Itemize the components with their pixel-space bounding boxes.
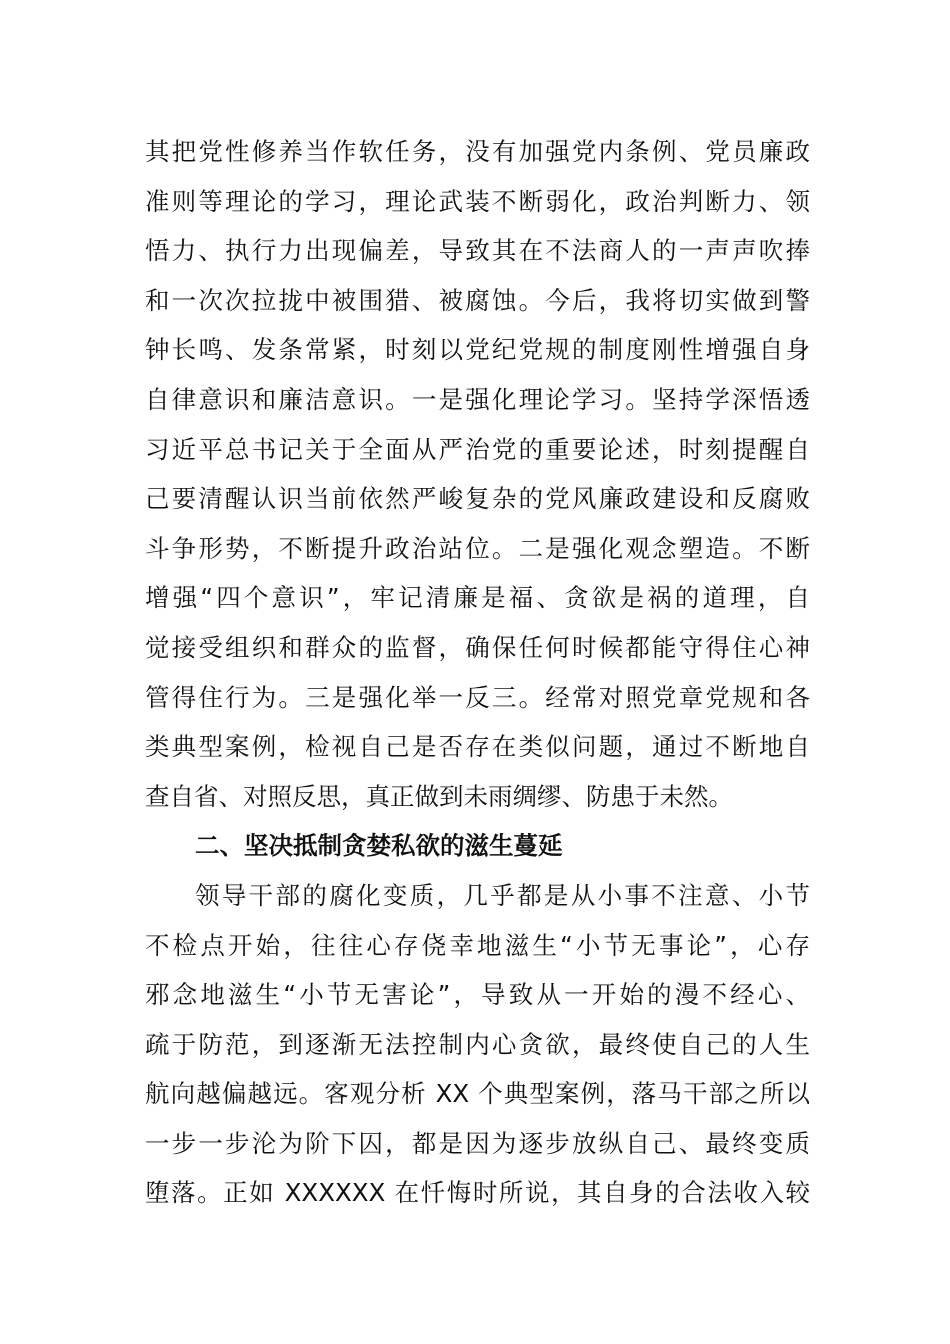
paragraph-line: 习近平总书记关于全面从严治党的重要论述，时刻提醒自 — [145, 434, 810, 464]
paragraph-line: 斗争形势，不断提升政治站位。二是强化观念塑造。不断 — [145, 533, 810, 563]
paragraph-line: 查自省、对照反思，真正做到未雨绸缪、防患于未然。 — [145, 781, 733, 811]
paragraph-line: 邪念地滋生“小节无害论”，导致从一开始的漫不经心、 — [145, 980, 810, 1010]
paragraph-line: 类典型案例，检视自己是否存在类似问题，通过不断地自 — [145, 732, 810, 762]
paragraph-line: 悟力、执行力出现偏差，导致其在不法商人的一声声吹捧 — [145, 236, 810, 266]
paragraph-line: 准则等理论的学习，理论武装不断弱化，政治判断力、领 — [145, 186, 810, 216]
paragraph-line: 航向越偏越远。客观分析 XX 个典型案例，落马干部之所以 — [145, 1079, 810, 1109]
paragraph-line: 领导干部的腐化变质，几乎都是从小事不注意、小节 — [195, 880, 810, 910]
paragraph-line: 不检点开始，往往心存侥幸地滋生“小节无事论”，心存 — [145, 930, 810, 960]
paragraph-line: 一步一步沦为阶下囚，都是因为逐步放纵自己、最终变质 — [145, 1128, 810, 1158]
paragraph-line: 增强“四个意识”，牢记清廉是福、贪欲是祸的道理，自 — [145, 583, 810, 613]
document-body — [145, 127, 810, 1218]
paragraph-line: 自律意识和廉洁意识。一是强化理论学习。坚持学深悟透 — [145, 384, 810, 414]
paragraph-line: 疏于防范，到逐渐无法控制内心贪欲，最终使自己的人生 — [145, 1029, 810, 1059]
section-heading: 二、坚决抵制贪婪私欲的滋生蔓延 — [195, 831, 563, 861]
paragraph-line: 和一次次拉拢中被围猎、被腐蚀。今后，我将切实做到警 — [145, 285, 810, 315]
paragraph-line: 管得住行为。三是强化举一反三。经常对照党章党规和各 — [145, 682, 810, 712]
paragraph-line: 觉接受组织和群众的监督，确保任何时候都能守得住心神 — [145, 632, 810, 662]
paragraph-2 — [145, 871, 810, 1218]
paragraph-line: 其把党性修养当作软任务，没有加强党内条例、党员廉政 — [145, 137, 810, 166]
paragraph-1 — [145, 127, 810, 821]
paragraph-line: 堕落。正如 XXXXXX 在忏悔时所说，其自身的合法收入较 — [145, 1178, 810, 1208]
paragraph-line: 钟长鸣、发条常紧，时刻以党纪党规的制度刚性增强自身 — [145, 335, 810, 365]
paragraph-line: 己要清醒认识当前依然严峻复杂的党风廉政建设和反腐败 — [145, 484, 810, 514]
